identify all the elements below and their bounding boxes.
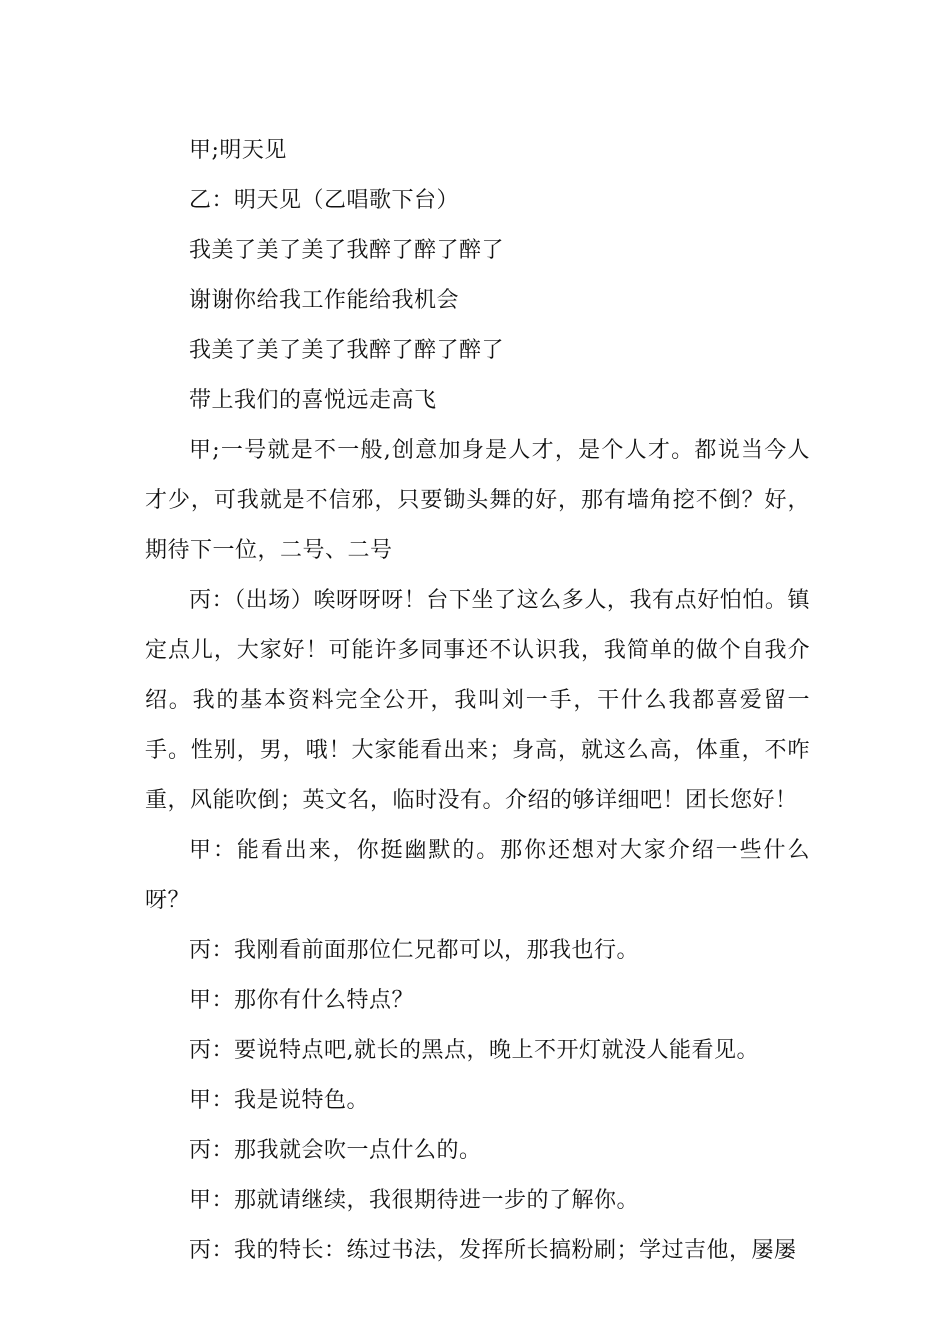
paragraph: 我美了美了美了我醉了醉了醉了	[189, 338, 505, 363]
paragraph: 甲;明天见	[189, 138, 287, 163]
paragraph: 丙：我刚看前面那位仁兄都可以，那我也行。	[189, 938, 640, 963]
paragraph: 带上我们的喜悦远走高飞	[189, 388, 437, 413]
document-body	[145, 126, 810, 1276]
paragraph: 丙：（出场）唉呀呀呀！台下坐了这么多人，我有点好怕怕。镇定点儿，大家好！可能许多同事还不认识我，我简单的做个自我介绍。我的基本资料完全公开，我叫刘一手，干什么我都喜爱留一手。性别，男，哦！大家能看出来；身高，就这么高，体重，不咋重，风能吹倒；英文名，临时没有。介绍的够详细吧！团长您好！	[145, 588, 810, 813]
paragraph: 我美了美了美了我醉了醉了醉了	[189, 238, 505, 263]
paragraph: 甲：我是说特色。	[189, 1088, 370, 1113]
paragraph: 甲：那你有什么特点？	[189, 988, 415, 1013]
paragraph: 乙：明天见（乙唱歌下台）	[189, 188, 460, 213]
paragraph: 甲：那就请继续，我很期待进一步的了解你。	[189, 1188, 640, 1213]
paragraph: 丙：要说特点吧,就长的黑点，晚上不开灯就没人能看见。	[189, 1038, 759, 1063]
paragraph: 丙：我的特长：练过书法，发挥所长搞粉刷；学过吉他，屡屡	[189, 1238, 797, 1263]
paragraph: 丙：那我就会吹一点什么的。	[189, 1138, 482, 1163]
paragraph: 甲;一号就是不一般,创意加身是人才，是个人才。都说当今人才少，可我就是不信邪，只要锄头舞的好，那有墙角挖不倒？好，期待下一位，二号、二号	[145, 438, 810, 563]
paragraph: 谢谢你给我工作能给我机会	[189, 288, 460, 313]
paragraph: 甲：能看出来，你挺幽默的。那你还想对大家介绍一些什么呀？	[145, 838, 810, 913]
